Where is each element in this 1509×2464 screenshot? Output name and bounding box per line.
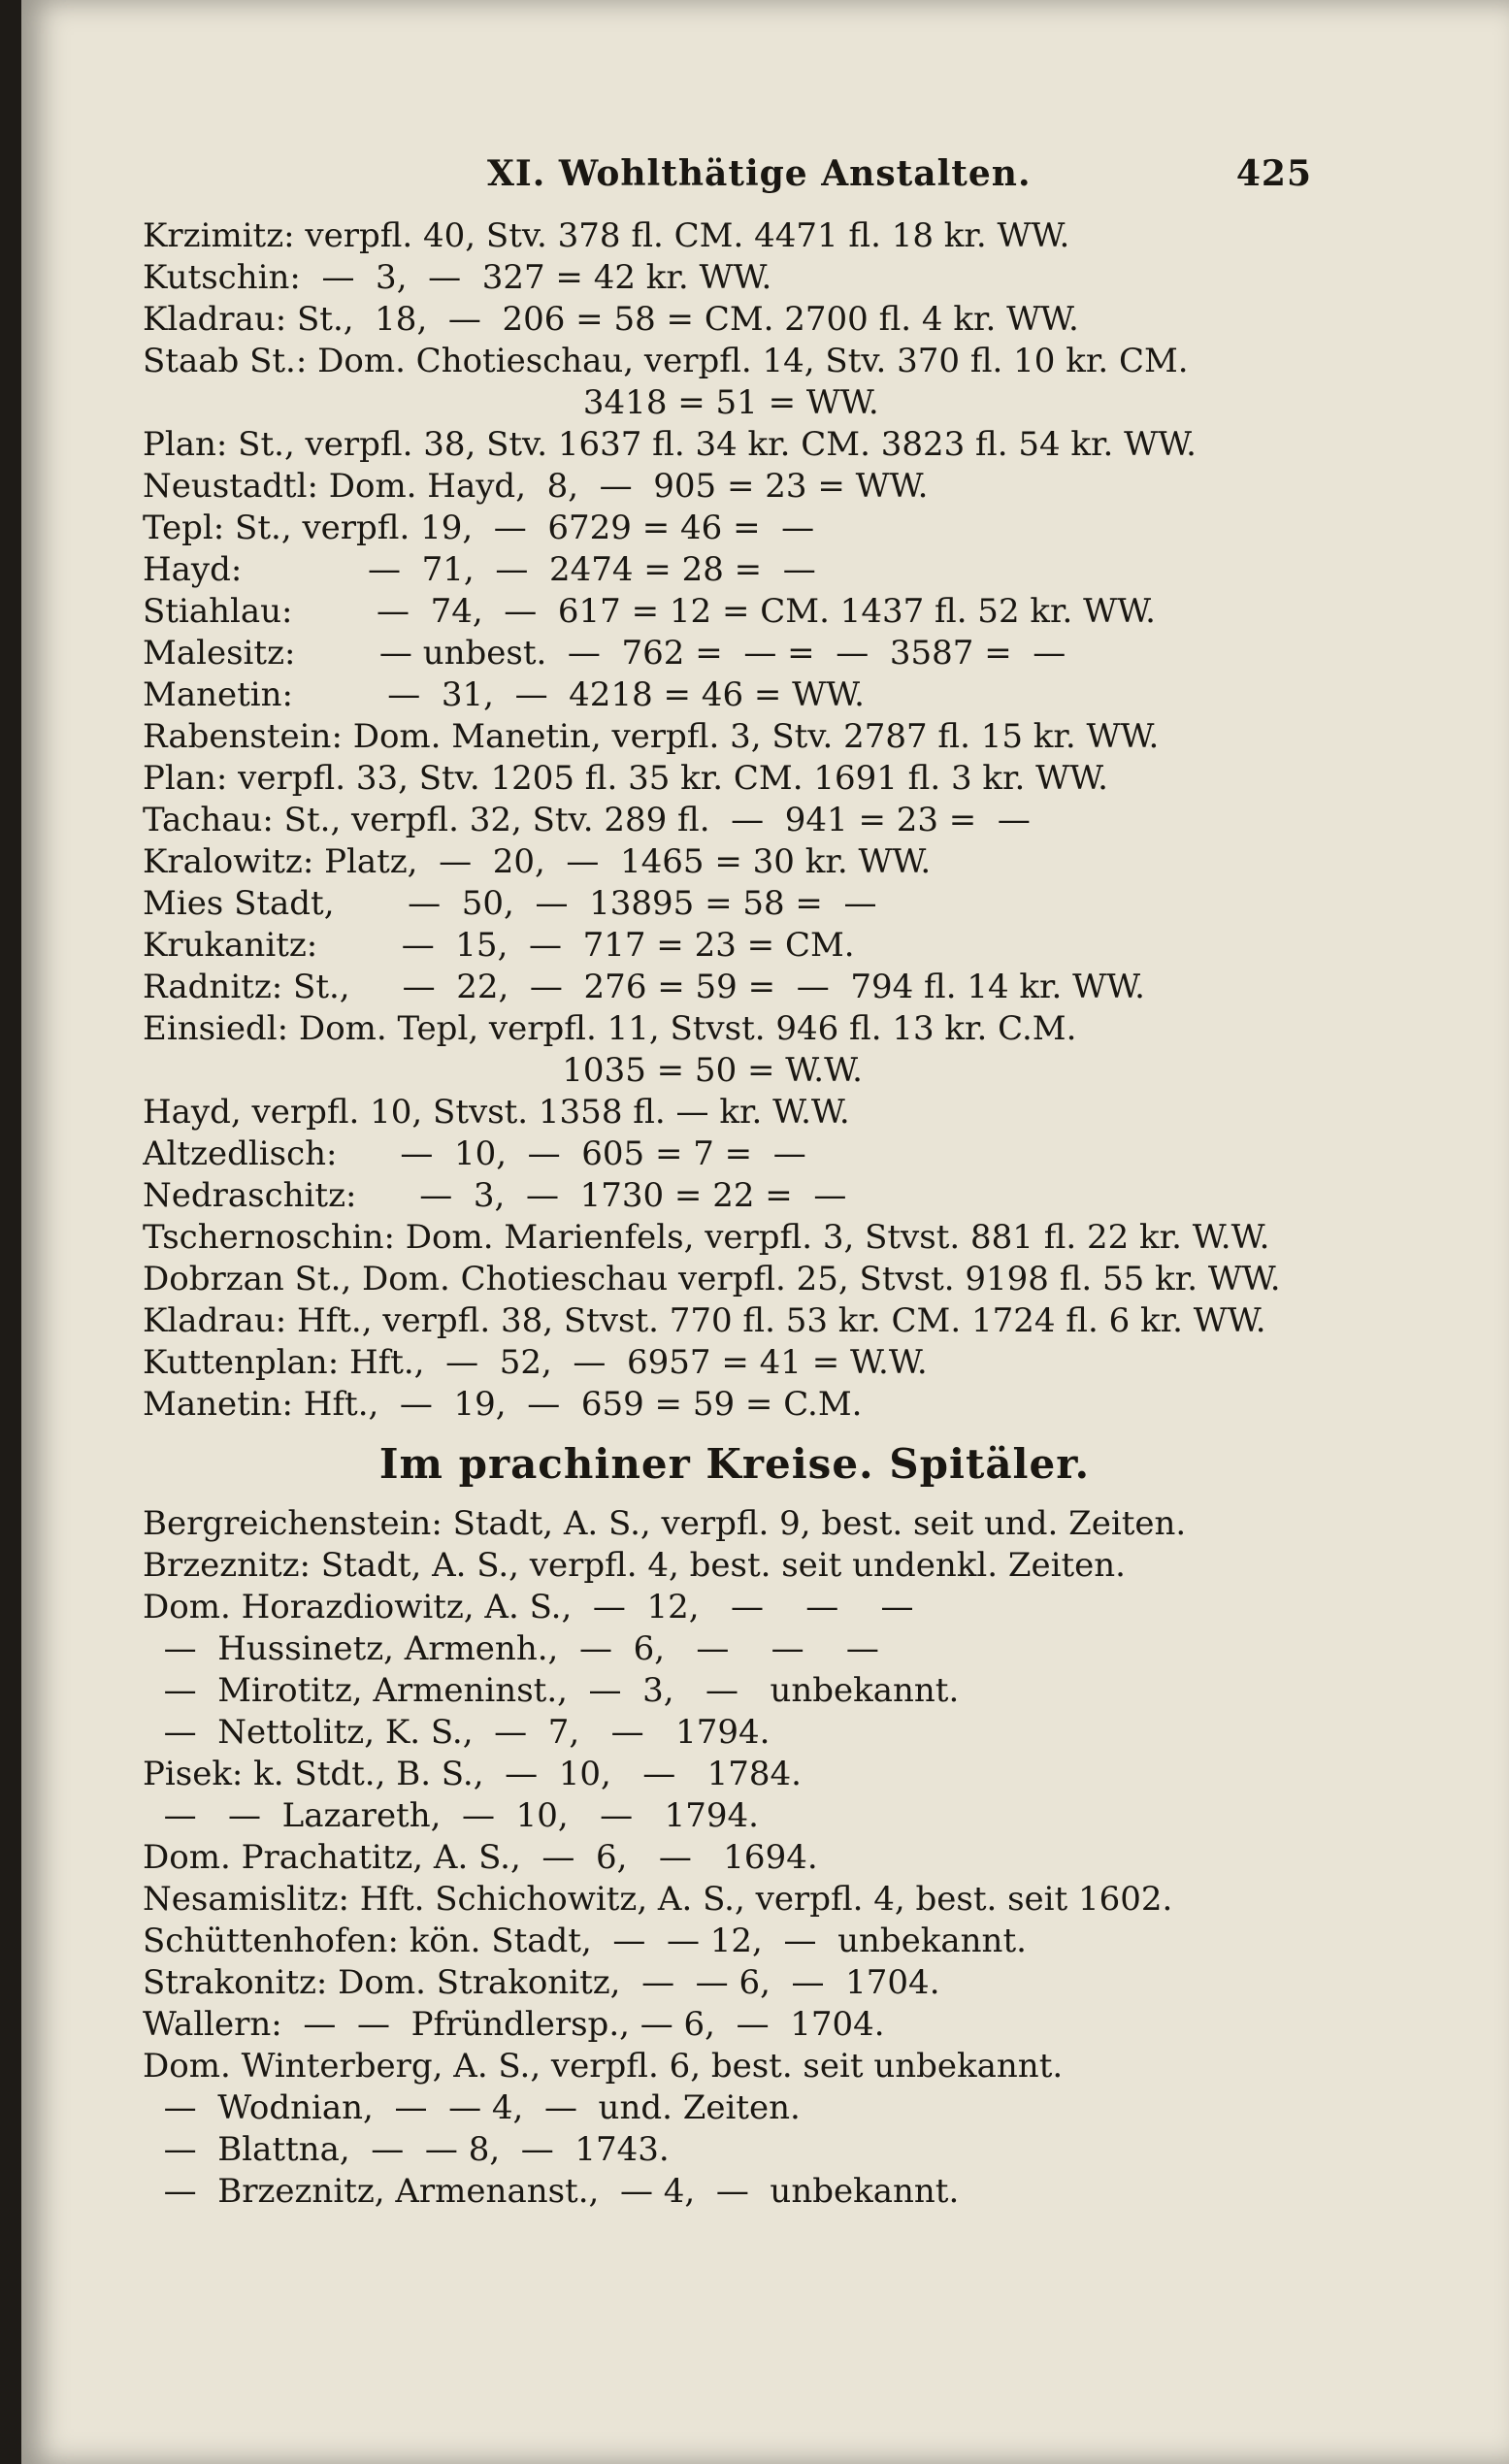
text-line: Kladrau: Hft., verpfl. 38, Stvst. 770 fl. 53 kr. CM. 1724 fl. 6 kr. WW. (143, 1301, 1266, 1340)
text-line: Kladrau: St., 18, — 206 = 58 = CM. 2700 fl. 4 kr. WW. (143, 300, 1079, 339)
text-line: Einsiedl: Dom. Tepl, verpfl. 11, Stvst. 946 fl. 13 kr. C.M. (143, 1009, 1077, 1048)
text-line: Wallern: — — Pfründlersp., — 6, — 1704. (143, 2005, 885, 2044)
text-line: — — Lazareth, — 10, — 1794. (143, 1796, 759, 1835)
text-line: 1035 = 50 = W.W. (143, 1051, 863, 1090)
text-line: Radnitz: St., — 22, — 276 = 59 = — 794 fl. 14 kr. WW. (143, 968, 1145, 1006)
text-line: Krukanitz: — 15, — 717 = 23 = CM. (143, 926, 855, 965)
text-line: Kutschin: — 3, — 327 = 42 kr. WW. (143, 258, 772, 297)
text-line: Stiahlau: — 74, — 617 = 12 = CM. 1437 fl. 52 kr. WW. (143, 592, 1156, 631)
text-line: Tepl: St., verpfl. 19, — 6729 = 46 = — (143, 509, 815, 547)
text-line: Krzimitz: verpfl. 40, Stv. 378 fl. CM. 4471 fl. 18 kr. WW. (143, 216, 1070, 255)
text-line: — Brzeznitz, Armenanst., — 4, — unbekannt. (143, 2172, 960, 2211)
text-line: Pisek: k. Stdt., B. S., — 10, — 1784. (143, 1755, 802, 1793)
text-line: Hayd, verpfl. 10, Stvst. 1358 fl. — kr. W.W. (143, 1093, 850, 1132)
page-body (143, 215, 1327, 2213)
text-line: Brzeznitz: Stadt, A. S., verpfl. 4, best. seit undenkl. Zeiten. (143, 1546, 1126, 1585)
text-line: Kralowitz: Platz, — 20, — 1465 = 30 kr. WW. (143, 842, 932, 881)
text-line: Dom. Prachatitz, A. S., — 6, — 1694. (143, 1838, 818, 1877)
text-line: Manetin: Hft., — 19, — 659 = 59 = C.M. (143, 1385, 863, 1424)
text-line: Rabenstein: Dom. Manetin, verpfl. 3, Stv. 2787 fl. 15 kr. WW. (143, 717, 1160, 756)
text-line: Dom. Winterberg, A. S., verpfl. 6, best. seit unbekannt. (143, 2047, 1064, 2086)
text-line: Tachau: St., verpfl. 32, Stv. 289 fl. — 941 = 23 = — (143, 801, 1031, 839)
text-line: Manetin: — 31, — 4218 = 46 = WW. (143, 675, 865, 714)
text-line: Plan: St., verpfl. 38, Stv. 1637 fl. 34 kr. CM. 3823 fl. 54 kr. WW. (143, 425, 1197, 464)
text-line: Strakonitz: Dom. Strakonitz, — — 6, — 1704. (143, 1963, 940, 2002)
text-line: Altzedlisch: — 10, — 605 = 7 = — (143, 1134, 806, 1173)
text-line: 3418 = 51 = WW. (143, 383, 879, 422)
text-line: — Wodnian, — — 4, — und. Zeiten. (143, 2088, 801, 2127)
text-line: — Mirotitz, Armeninst., — 3, — unbekannt. (143, 1671, 960, 1710)
text-line: Kuttenplan: Hft., — 52, — 6957 = 41 = W.W. (143, 1343, 928, 1382)
text-line: Nesamislitz: Hft. Schichowitz, A. S., verpfl. 4, best. seit 1602. (143, 1880, 1173, 1919)
text-line: Bergreichenstein: Stadt, A. S., verpfl. 9, best. seit und. Zeiten. (143, 1504, 1187, 1543)
list-top (143, 215, 1327, 1426)
text-line: Neustadtl: Dom. Hayd, 8, — 905 = 23 = WW. (143, 467, 929, 506)
text-line: — Blattna, — — 8, — 1743. (143, 2130, 670, 2169)
text-line: Dobrzan St., Dom. Chotieschau verpfl. 25, Stvst. 9198 fl. 55 kr. WW. (143, 1260, 1281, 1298)
text-line: Hayd: — 71, — 2474 = 28 = — (143, 550, 816, 589)
text-line: Nedraschitz: — 3, — 1730 = 22 = — (143, 1176, 847, 1215)
text-line: — Nettolitz, K. S., — 7, — 1794. (143, 1713, 771, 1752)
text-line: Staab St.: Dom. Chotieschau, verpfl. 14, Stv. 370 fl. 10 kr. CM. (143, 342, 1189, 380)
text-line: Schüttenhofen: kön. Stadt, — — 12, — unbekannt. (143, 1922, 1027, 1960)
list-bottom (143, 1503, 1327, 2213)
book-spine (0, 0, 21, 2464)
text-line: Malesitz: — unbest. — 762 = — = — 3587 = — (143, 634, 1066, 673)
page-number: 425 (1235, 153, 1312, 194)
page-header (487, 153, 1312, 202)
text-line: Dom. Horazdiowitz, A. S., — 12, — — — (143, 1588, 914, 1626)
text-line: — Hussinetz, Armenh., — 6, — — — (143, 1629, 879, 1668)
section-heading: Im prachiner Kreise. Spitäler. (378, 1440, 1091, 1488)
text-line: Tschernoschin: Dom. Marienfels, verpfl. 3, Stvst. 881 fl. 22 kr. W.W. (143, 1218, 1270, 1257)
text-line: Mies Stadt, — 50, — 13895 = 58 = — (143, 884, 877, 923)
book-page (21, 0, 1509, 2464)
page-title: XI. Wohlthätige Anstalten. (487, 153, 1032, 194)
text-line: Plan: verpfl. 33, Stv. 1205 fl. 35 kr. CM. 1691 fl. 3 kr. WW. (143, 759, 1108, 798)
